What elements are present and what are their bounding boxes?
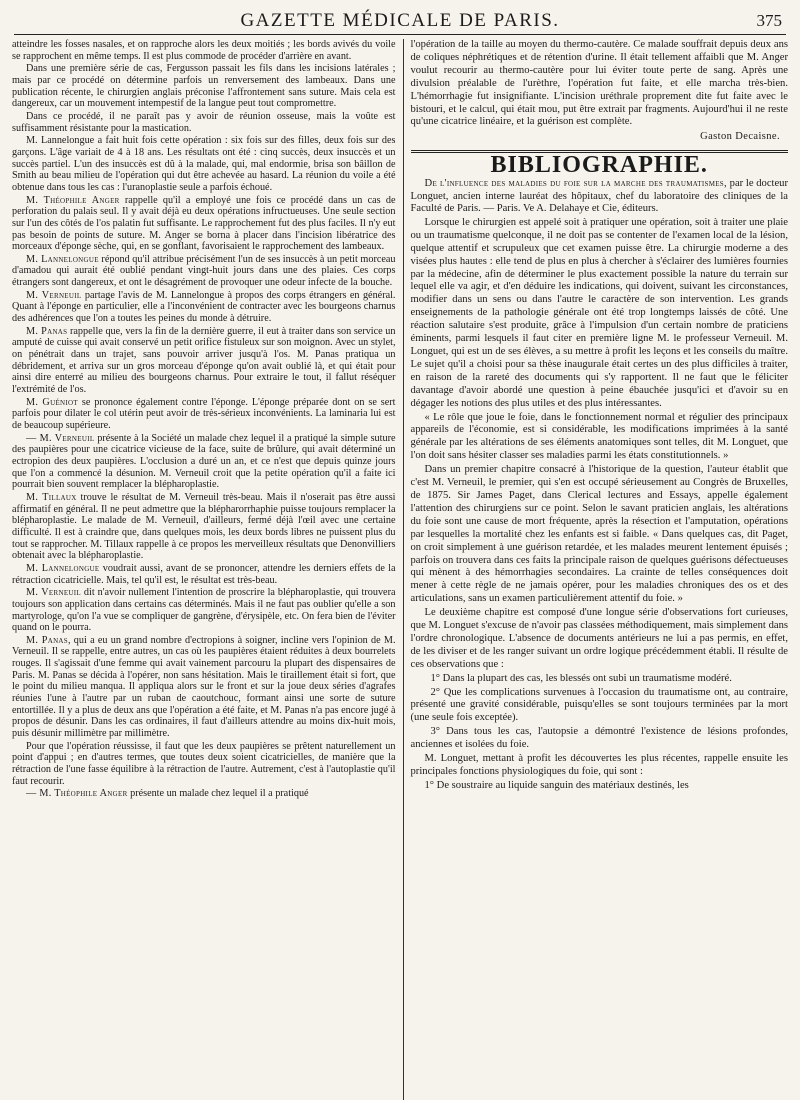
paragraph-text: rappelle que, vers la fin de la dernière guerre, il eut à traiter dans son service un amputé de cuisse qui avait conservé un petit orifice fistuleux sur son moignon. Avec un stylet, on pénétrait dans un trajet, sans pouvoir arriver jusqu'à l'os. M. Panas pratiqua un débridement, et arriva sur un gros morceau d'éponge qu'on avait oublié là, et qui était pour ainsi dire enterré au milieu des bourgeons charnus. Pour extraire le tout, il fallut réséquer l'extrémité de l'os. [12,325,396,396]
paragraph-text: dit n'avoir nullement l'intention de proscrire la blépharoplastie, qui trouvera toujours son application dans certains cas déterminés. Mais il ne faut pas oublier qu'elle a son martyrologe, qu'on l'a vue se compliquer de gangrène, d'érysipèle, etc. On fera bien de l'éviter quand on le pourra. [12,587,396,634]
speaker-name: M. Panas [26,325,68,337]
review-body [411,217,789,672]
speaker-name: — M. Verneuil [26,432,95,444]
paragraph-text: présente un malade chez lequel il a pratiqué [127,788,309,800]
paragraph [12,492,396,562]
paragraph-text: Dans un premier chapitre consacré à l'historique de la question, l'auteur établit que c'est M. Verneuil, le premier, qui s'en est occupé sérieusement au Congrès de Bruxelles, de 1875. Sir James Paget, dans Clerical lectures and Essays, appelle également l'attention des chirurgiens sur ce point. Selon le savant praticien anglais, les altérations du foie sont une cause de mort fréquente, après la résection et l'amputation, opérations par lesquelles la mortalité chez les enfants est si faible. « Dans quelques cas, dit Paget, on croit simplement à une guérison retardée, et les malades meurent lentement épuisés ; parfois on trouvera dans ces faits la principale raison de quelques guérisons défectueuses qui mènent à des hémorrhagies secondaires. La crainte de telles conséquences doit mener à cette règle de ne jamais opérer, pour les maladies chroniques des os et des articulations, sans un examen particulièrement attentif du foie. » [410,464,788,605]
book-reference [411,178,789,216]
speaker-name: M. Verneuil [26,587,81,599]
right-column [404,39,789,1100]
paragraph-text: partage l'avis de M. Lannelongue à propos des corps étrangers en général. Quant à l'éponge en particulier, elle a l'inconvénient de contracter avec les bourgeons charnus des adhérences que l'on a toutes les peines du monde à détruire. [12,289,396,325]
paragraph [12,788,396,800]
paragraph-text: Dans une première série de cas, Fergusson passait les fils dans les incisions latérales ; mais par ce procédé on détermine parfois un renversement des lambeaux. Dans une publication récente, le chirurgien anglais préconise l'affrontement sans suture. Mais cela est dangereux, car un mouvement intempestif de la langue peut tout compromettre. [12,63,396,110]
list-item: 1° Dans la plupart des cas, les blessés ont subi un traumatisme modéré. [430,672,732,684]
speaker-name: M. Panas [26,634,68,646]
review-continuation [411,753,789,793]
paragraph-text: Le deuxième chapitre est composé d'une longue série d'observations fort curieuses, que M. Longuet s'excuse de n'avoir pas classées méthodiquement, mais simplement dans l'ordre chronologique. L'absence de documents antérieurs ne lui a pas permis, en effet, de les diviser et de les ranger suivant un ordre logique précédemment établi. Il résulte de ces observations que : [410,607,788,670]
paragraph [12,135,396,193]
surgery-report-end [411,39,789,129]
paragraph [12,326,396,396]
paragraph-text: voudrait aussi, avant de se prononcer, attendre les derniers effets de la rétraction cicatricielle. Mais, tel qu'il est, le résultat est très-beau. [12,562,396,586]
paragraph-text: « Le rôle que joue le foie, dans le fonctionnement normal et régulier des principaux appareils de l'économie, est si considérable, les modifications imprimées à la santé générale par les altérations de ses éléments anatomiques sont telles, dit M. Longuet, que l'on doit sans hésiter classer ses maladies parmi les états constitutionnels. » [410,411,788,462]
paragraph [12,290,396,325]
paragraph-text: , qui a eu un grand nombre d'ectropions à soigner, incline vers l'opinion de M. Verneuil. Il se rappelle, entre autres, un cas où les paupières étaient réduites à deux bourrelets rouges. Il s'agissait d'une femme qui avait vainement parcouru la plupart des dispensaires de Paris. M. Panas se décida à l'opérer, non sans hésitation. Mais le tiraillement était si fort, que le point du milieu manqua. Il appliqua alors sur le front et sur la joue deux séries d'agrafes réunies l'une à l'autre par un ruban de caoutchouc, formant ainsi une sorte de suture entortillée. Il y a plus de deux ans que l'opération a été faite, et M. Panas n'a pas encore jugé à propos de désunir. Dans les cas ordinaires, il faut d'ailleurs attendre au moins dix-huit mois, puis désunir millimètre par millimètre. [12,634,396,740]
columns [12,39,788,1100]
speaker-name: — M. Théophile Anger [26,788,128,800]
paragraph-text: présente à la Société un malade chez lequel il a pratiqué la simple suture des paupières pour une cicatrice vicieuse de la face, suite de brûlure, qui avait déterminé un ectropion des deux paupières. L'occlusion a duré un an, et ce n'est que depuis quinze jours que l'on a commencé la désunion. M. Verneuil croit que la petite opération qu'il a faite ici pourrait bien souvent remplacer la blépharoplastie. [12,432,396,491]
paragraph-text: M. Longuet, mettant à profit les découvertes les plus récentes, rappelle ensuite les principales fonctions physiologiques du foie, qui sont : [410,753,788,777]
speaker-name: M. Lannelongue [26,562,100,574]
paragraph [12,563,396,586]
paragraph-text: M. Lannelongue a fait huit fois cette opération : six fois sur des filles, deux fois sur des garçons. L'âge variait de 4 à 18 ans. Les résultats ont été : cinq succès, deux insuccès et un succès partiel. L'un des insuccès est dû à la malade, qui, mal endormie, brisa son bâillon de Smith au beau milieu de l'opération qui dut être achevée au hasard. La réunion du voile a été obtenue dans tous les cas : l'uranoplastie seule a parfois échoué. [12,135,396,193]
section-title: BIBLIOGRAPHIE. [490,152,708,179]
paragraph [411,464,789,606]
paragraph [411,780,789,793]
paragraph [12,741,396,788]
paragraph [12,397,396,432]
paragraph-text: trouve le résultat de M. Verneuil très-beau. Mais il n'oserait pas être aussi affirmatif en général. Il ne peut admettre que la blépharorrhaphie puisse toujours remplacer la blépharoplastie. Le malade de M. Verneuil, d'ailleurs, fermé déjà l'œil avec une certaine difficulté. Il est à craindre que, dans quelques mois, les deux bords libres ne puissent plus du tout se rapprocher. M. Tillaux rappelle à ce propos les merveilleux résultats que Denonvilliers obtenait avec la blépharoplastie. [12,491,396,562]
journal-title: GAZETTE MÉDICALE DE PARIS. [240,10,560,31]
paragraph-text: se prononce également contre l'éponge. L'éponge préparée dont on se sert parfois pour dilater le col utérin peut avoir de très-sérieux inconvénients. La laminaria lui est de beaucoup supérieure. [12,396,396,431]
book-title: De l'influence des maladies du foie sur la marche des traumatismes, [424,178,727,190]
left-column [12,39,403,1100]
paragraph [411,412,789,464]
speaker-name: M. Verneuil [26,289,82,301]
speaker-name: M. Lannelongue [26,253,99,265]
paragraph [12,111,396,134]
speaker-name: M. Théophile Anger [26,194,120,206]
paragraph-text: répond qu'il attribue précisément l'un de ses insuccès à un petit morceau d'amadou qui aurait été oublié pendant vingt-huit jours dans une des plaies. Ces corps étrangers sont dangereux, et ont le désagrément de provoquer une odeur infecte de la bouche. [12,253,396,289]
signature: Gaston Decaisne. [700,131,780,143]
paragraph [12,63,396,110]
paragraph [12,635,396,740]
page-number: 375 [756,11,782,30]
paragraph [411,217,789,411]
paragraph-text: Pour que l'opération réussisse, il faut que les deux paupières se prêtent naturellement un point d'appui ; en d'autres termes, que toutes deux soient cicatricielles, de manière que la rétraction de l'une fasse équilibre à la rétraction de l'autre. Autrement, c'est à l'autoplastie qu'il faut recourir. [12,740,396,787]
speaker-name: M. Guéniot [26,396,78,408]
paragraph-text: 1° De soustraire au liquide sanguin des matériaux destinés, les [424,779,689,791]
paragraph-text: l'opération de la taille au moyen du thermo-cautère. Ce malade souffrait depuis deux ans de coliques néphrétiques et de rétention d'urine. Il était tellement affaibli que M. Anger voulut recourir au thermo-cautère pour lui éviter toute perte de sang. Après une divulsion préalable de l'urèthre, l'opération fut faite, et elle marcha très-bien. L'hémorrhagie fut insignifiante. L'incision uréthrale proprement dite fut faite avec le bistouri, et le calcul, qui était mou, put être extrait par fragments. Aujourd'hui il ne reste qu'une cicatrice linéaire, et la guérison est complète. [410,39,788,128]
book-details: par le docteur Longuet, ancien interne lauréat des hôpitaux, chef du laboratoire des cliniques de la Faculté de Paris. — Paris. Ve A. Delahaye et Cie, éditeurs. [410,178,788,215]
paragraph-text: atteindre les fosses nasales, et on rapproche alors les deux moitiés ; les bords avivés du voile se rapprochent en même temps. Il est plus commode de procéder d'arrière en avant. [12,39,396,62]
paragraph-text: Dans ce procédé, il ne paraît pas y avoir de réunion osseuse, mais la voûte est suffisamment résistante pour la mastication. [12,110,396,134]
speaker-name: M. Tillaux [26,491,77,503]
paragraph [411,753,789,779]
paragraph [12,587,396,634]
page-header [14,8,786,35]
paragraph [411,607,789,672]
paragraph [12,254,396,289]
paragraph [12,39,396,62]
paragraph [12,195,396,253]
list-item: 2° Que les complications survenues à l'occasion du traumatisme ont, au contraire, présenté une gravité considérable, puisqu'elles se sont toujours terminées par la mort (une seule fois exceptée). [410,686,788,724]
paragraph [411,39,789,129]
paragraph [12,433,396,491]
paragraph-text: Lorsque le chirurgien est appelé soit à pratiquer une opération, soit à traiter une plaie ou un traumatisme quelconque, il ne doit pas se contenter de l'examen local de la lésion, quelque attentif et scrupuleux que cet examen puisse être. La chirurgie moderne a des visées plus hautes : elle tend de plus en plus à chercher à s'éclairer des lumières fournies par la médecine, afin de déterminer le plus exactement possible la nature du terrain sur lequel elle va agir, et d'en déduire les indications, qui doivent, suivant les circonstances, modifier dans un sens ou dans l'autre le caractère de son intervention. Les grands enseignements de la pathologie générale ont été trop longtemps laissés de côté. Une réaction salutaire s'est produite, grâce à l'impulsion d'un certain nombre de praticiens éminents, parmi lesquels il faut citer en première ligne M. le professeur Verneuil. M. Longuet, qui est un de ses élèves, a su mettre à profit les leçons et les conseils du maître. Le sujet qu'il a choisi pour sa thèse inaugurale était certes un des plus difficiles à traiter, en raison de la rareté des documents qui s'y rapportent. Il ne faut que le féliciter davantage d'avoir abordé une question à peine ébauchée jusqu'ici et d'avoir su en dégager les notions des plus utiles et des plus intéressantes. [410,216,788,409]
paragraph-text: rappelle qu'il a employé une fois ce procédé dans un cas de perforation du palais seul. Il y avait déjà eu deux opérations infructueuses. Une seule section sur l'un des côtés de l'os palatin fut suffisante. Le rapprochement fut des plus faciles. Il n'y eut pas besoin de points de suture. M. Anger se borna à placer dans l'incision libératrice des morceaux d'éponge sèche, qui, en se gonflant, favorisaient le rapprochement des lambeaux. [12,194,396,253]
observation-list [411,673,789,752]
list-item: 3° Dans tous les cas, l'autopsie a démontré l'existence de lésions profondes, anciennes et isolées du foie. [410,726,788,751]
